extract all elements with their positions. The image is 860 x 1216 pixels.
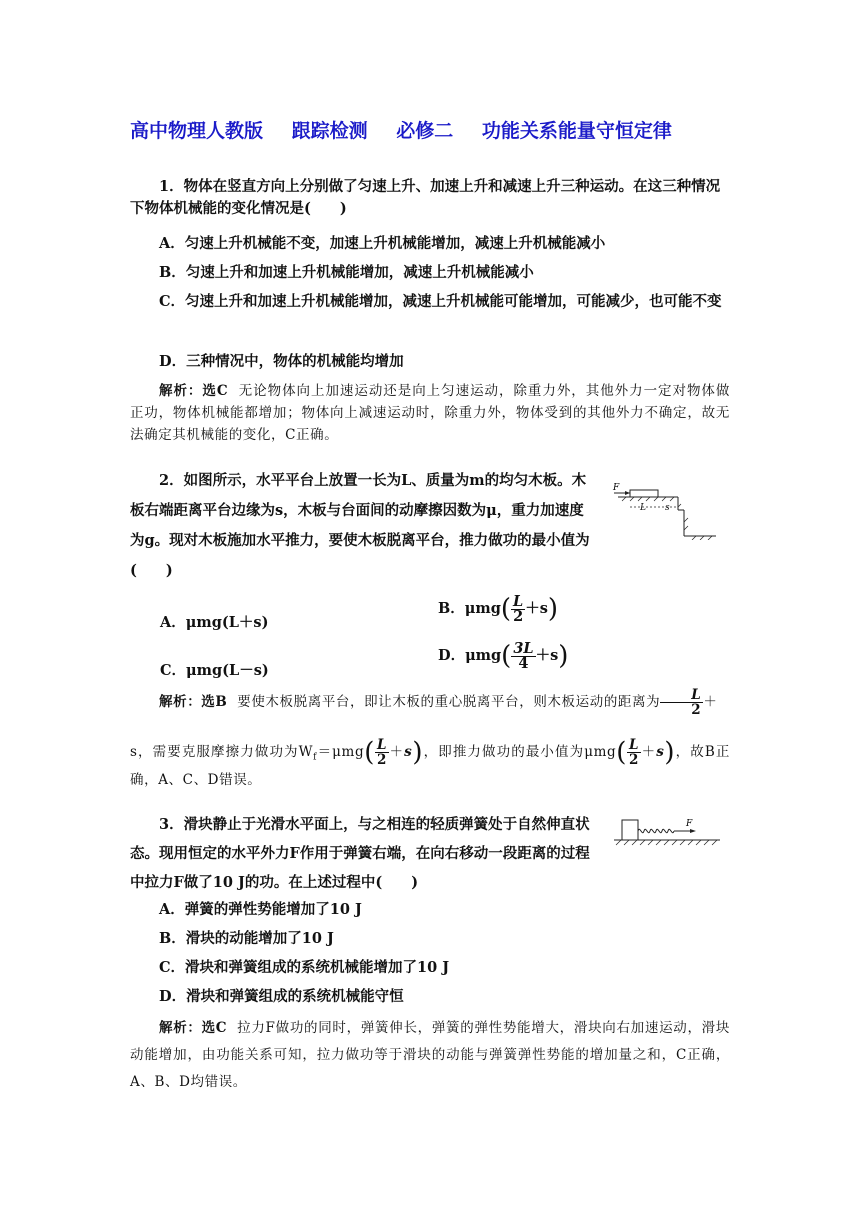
q1-option-d: D．三种情况中，物体的机械能均增加 <box>159 353 404 370</box>
q3-option-d: D．滑块和弹簧组成的系统机械能守恒 <box>159 988 404 1005</box>
title-part-1: 高中物理人教版 <box>130 120 264 142</box>
q1-solution-label: 解析：选C <box>159 383 229 399</box>
q3-solution-text: 拉力F做功的同时，弹簧伸长，弹簧的弹性势能增大，滑块向右加速运动，滑块动能增加，由功能关系可知，拉力做功等于滑块的动能与弹簧弹性势能的增加量之和，C正确，A、B、D均错误。 <box>130 1020 730 1090</box>
q3-figure-label-F: F <box>686 819 693 829</box>
q3-option-a: A．弹簧的弹性势能增加了10 J <box>159 901 362 918</box>
q3-solution-label: 解析：选C <box>159 1020 228 1036</box>
q1-option-c: C．匀速上升和加速上升机械能增加，减速上升机械能可能增加，可能减少，也可能不变 <box>159 293 722 310</box>
figure-label-L: L <box>640 503 646 513</box>
spring-shape <box>638 829 674 832</box>
title-part-2: 跟踪检测 <box>291 120 368 142</box>
board-shape <box>630 490 658 497</box>
q1-stem: 1．物体在竖直方向上分别做了匀速上升、加速上升和减速上升三种运动。在这三种情况下物体机械能的变化情况是( ) <box>130 178 721 217</box>
q2-solution-line2: s，需要克服摩擦力做功为$W_f=\mu mg$( $\frac{L}{2}$ ＋s)，即推力做功的最小值为μmg( $\frac{L}{2}$ ＋s)，故B正确，A、C、D错误。 <box>130 737 730 788</box>
block-shape <box>622 820 638 840</box>
q2-stem: 2．如图所示，水平平台上放置一长为L、质量为m的均匀木板。木板右端距离平台边缘为s，木板与台面间的动摩擦因数为μ，重力加速度为g。现对木板施加水平推力，要使木板脱离平台，推力做功的最小值为( ) <box>130 472 590 579</box>
q1-solution-text: 无论物体向上加速运动还是向上匀速运动，除重力外，其他外力一定对物体做正功，物体机械能都增加；物体向上减速运动时，除重力外，物体受到的其他外力不确定，故无法确定其机械能的变化，C正确。 <box>130 383 730 443</box>
q2-figure <box>608 480 720 540</box>
q2-option-d: D．μmg( $\frac{3L}{4}$ ＋s) <box>438 639 569 672</box>
q2-option-a: A．μmg(L＋s) <box>160 614 269 631</box>
title-part-3: 必修二 <box>396 120 454 142</box>
q2-option-c: C．μmg(L－s) <box>160 662 269 679</box>
q2-solution-line1: 解析：选B 要使木板脱离平台，即让木板的重心脱离平台，则木板运动的距离为 $\frac{L}{2}$ ＋ <box>159 687 718 718</box>
q3-option-b: B．滑块的动能增加了10 J <box>159 930 334 947</box>
q3-solution <box>130 1015 730 1096</box>
q3-figure <box>612 812 724 852</box>
q1-option-b: B．匀速上升和加速上升机械能增加，减速上升机械能减小 <box>159 264 534 281</box>
q2-option-b: B．μmg( $\frac{L}{2}$ ＋s) <box>438 592 559 625</box>
q3-option-c: C．滑块和弹簧组成的系统机械能增加了10 J <box>159 959 450 976</box>
figure-label-s: s <box>665 503 670 513</box>
page-title <box>130 116 750 143</box>
q1-option-a: A．匀速上升机械能不变，加速上升机械能增加，减速上升机械能减小 <box>159 235 606 252</box>
q1-solution <box>130 380 730 446</box>
figure-label-F: F <box>613 483 620 493</box>
title-part-4: 功能关系能量守恒定律 <box>481 120 672 142</box>
q3-stem: 3．滑块静止于光滑水平面上，与之相连的轻质弹簧处于自然伸直状态。现用恒定的水平外力F作用于弹簧右端，在向右移动一段距离的过程中拉力F做了10 J的功。在上述过程中( ) <box>130 816 590 891</box>
